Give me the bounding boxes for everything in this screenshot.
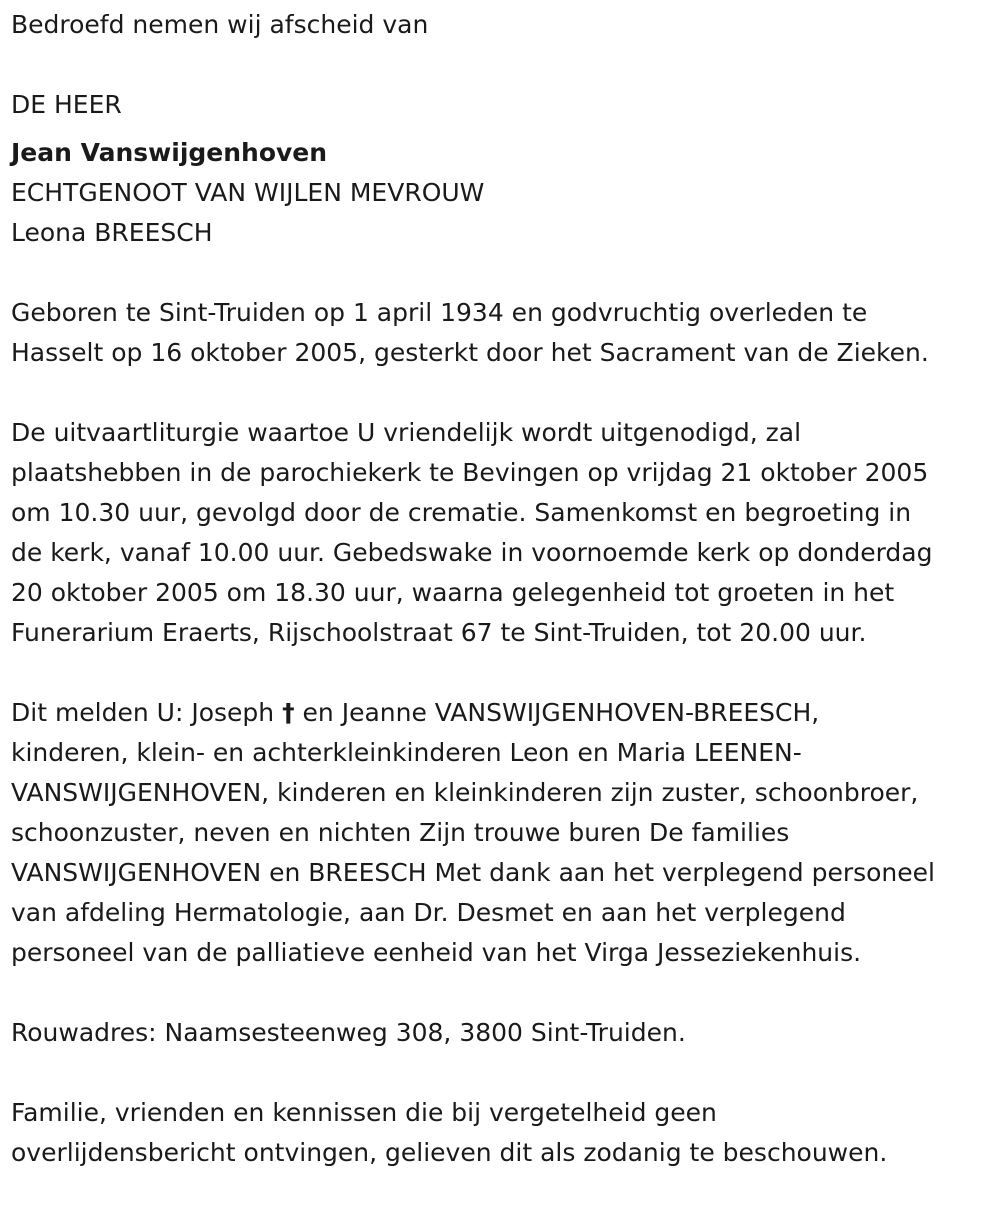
announcers-paragraph bbox=[11, 693, 996, 973]
funeral-line: plaatshebben in de parochiekerk te Bevingen op vrijdag 21 oktober 2005 bbox=[11, 458, 929, 487]
deceased-name: Jean Vanswijgenhoven bbox=[11, 138, 328, 167]
announcers-line: schoonzuster, neven en nichten Zijn trouwe buren De families bbox=[11, 818, 790, 847]
announcers-line: kinderen, klein- en achterkleinkinderen Leon en Maria LEENEN- bbox=[11, 738, 802, 767]
closing-line: overlijdensbericht ontvingen, gelieven dit als zodanig te beschouwen. bbox=[11, 1138, 888, 1167]
announcers-text-after: en Jeanne VANSWIJGENHOVEN-BREESCH, bbox=[302, 698, 820, 727]
funeral-line: 20 oktober 2005 om 18.30 uur, waarna gelegenheid tot groeten in het bbox=[11, 578, 895, 607]
birth-death-line: Geboren te Sint-Truiden op 1 april 1934 en godvruchtig overleden te bbox=[11, 298, 868, 327]
announcers-line: VANSWIJGENHOVEN, kinderen en kleinkinderen zijn zuster, schoonbroer, bbox=[11, 778, 919, 807]
closing-paragraph bbox=[11, 1093, 996, 1173]
announcers-first-line bbox=[11, 693, 996, 733]
obituary-notice bbox=[11, 0, 996, 1173]
mourning-address: Rouwadres: Naamsesteenweg 308, 3800 Sint-Truiden. bbox=[11, 1018, 686, 1047]
birth-death-paragraph bbox=[11, 293, 996, 373]
spouse-label: ECHTGENOOT VAN WIJLEN MEVROUW bbox=[11, 178, 485, 207]
spouse-name: Leona BREESCH bbox=[11, 218, 213, 247]
honorific: DE HEER bbox=[11, 90, 122, 119]
funeral-line: Funerarium Eraerts, Rijschoolstraat 67 te Sint-Truiden, tot 20.00 uur. bbox=[11, 618, 867, 647]
intro-text: Bedroefd nemen wij afscheid van bbox=[11, 10, 429, 39]
funeral-line: De uitvaartliturgie waartoe U vriendelijk wordt uitgenodigd, zal bbox=[11, 418, 802, 447]
closing-line: Familie, vrienden en kennissen die bij vergetelheid geen bbox=[11, 1098, 717, 1127]
birth-death-line: Hasselt op 16 oktober 2005, gesterkt door het Sacrament van de Zieken. bbox=[11, 338, 929, 367]
funeral-line: de kerk, vanaf 10.00 uur. Gebedswake in voornoemde kerk op donderdag bbox=[11, 538, 933, 567]
deceased-cross-icon: † bbox=[282, 698, 295, 727]
announcers-line: personeel van de palliatieve eenheid van het Virga Jesseziekenhuis. bbox=[11, 938, 862, 967]
funeral-paragraph bbox=[11, 413, 996, 653]
announcers-line: VANSWIJGENHOVEN en BREESCH Met dank aan het verplegend personeel bbox=[11, 858, 935, 887]
announcers-text-before: Dit melden U: Joseph bbox=[11, 698, 275, 727]
funeral-line: om 10.30 uur, gevolgd door de crematie. Samenkomst en begroeting in bbox=[11, 498, 912, 527]
announcers-line: van afdeling Hermatologie, aan Dr. Desmet en aan het verplegend bbox=[11, 898, 846, 927]
